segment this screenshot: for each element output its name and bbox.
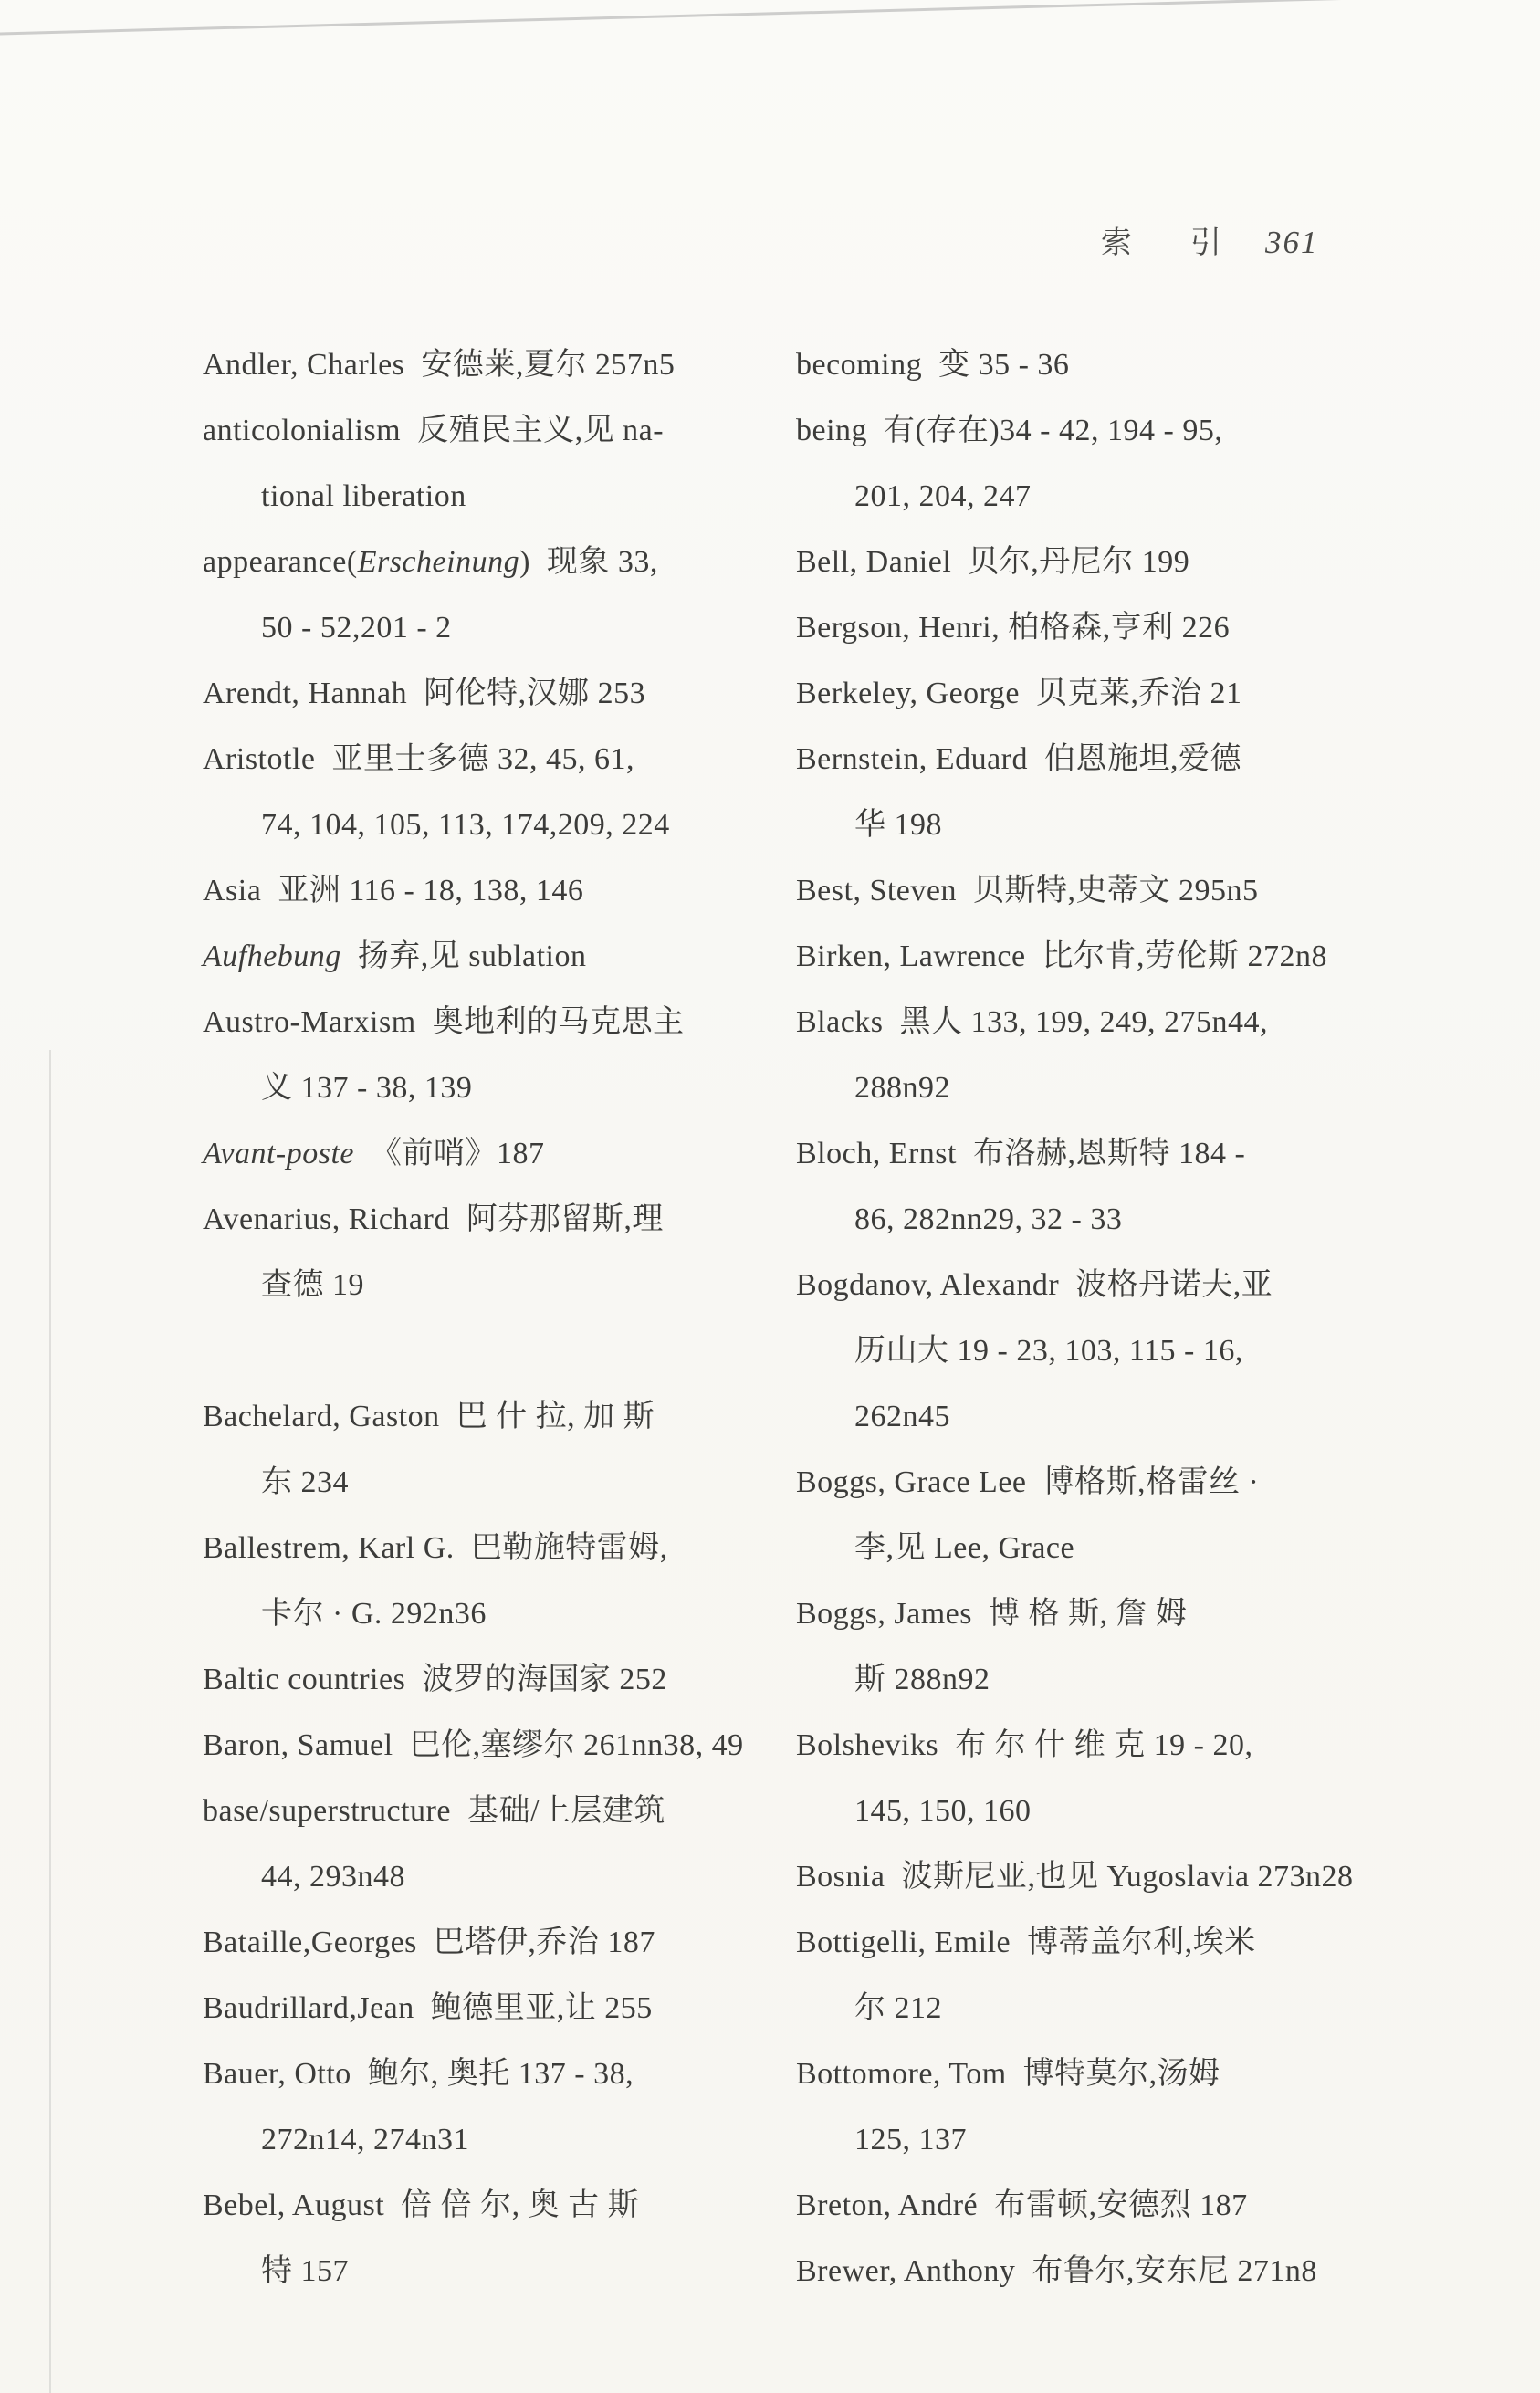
index-text: Blacks 黑人 133, 199, 249, 275n44, [796,1005,1269,1039]
index-line [796,2173,1399,2239]
index-line [796,1121,1399,1187]
index-text: Avenarius, Richard 阿芬那留斯,理 [203,1202,664,1236]
index-text: Austro-Marxism 奥地利的马克思主 [203,1005,685,1039]
index-line [203,1187,787,1253]
index-text: Bernstein, Eduard 伯恩施坦,爱德 [796,742,1241,776]
index-text: 44, 293n48 [261,1860,405,1894]
index-line [203,1910,787,1976]
index-line [796,1581,1399,1647]
index-text: 125, 137 [854,2123,967,2157]
index-text: 扬弃,见 sublation [340,939,587,973]
index-text: Bell, Daniel 贝尔,丹尼尔 199 [796,545,1190,579]
index-line [796,332,1399,398]
index-line [203,332,787,398]
header-title-char-1: 索 [1101,226,1132,260]
index-line [796,595,1399,661]
index-text: Arendt, Hannah 阿伦特,汉娜 253 [203,677,646,710]
index-text: 《前哨》187 [354,1137,545,1170]
index-line [796,1976,1399,2041]
index-line [203,2239,787,2304]
index-text: anticolonialism 反殖民主义,见 na- [203,414,665,447]
index-text: Brewer, Anthony 布鲁尔,安东尼 271n8 [796,2254,1317,2288]
index-line [796,1779,1399,1844]
index-line [203,398,787,464]
index-text: 262n45 [854,1400,950,1433]
index-line [203,464,787,530]
index-text: tional liberation [261,479,466,513]
index-line [203,1253,787,1318]
index-line [796,1450,1399,1516]
index-text: 义 137 - 38, 139 [261,1071,473,1105]
index-line [203,530,787,595]
index-line [796,661,1399,727]
index-text: Bachelard, Gaston 巴 什 拉, 加 斯 [203,1400,655,1433]
index-text: Boggs, James 博 格 斯, 詹 姆 [796,1597,1188,1631]
index-line [796,2041,1399,2107]
index-line [203,1055,787,1121]
index-text: Bosnia 波斯尼亚,也见 Yugoslavia 273n28 [796,1860,1354,1894]
index-text: 历山大 19 - 23, 103, 115 - 16, [854,1334,1243,1368]
index-line [203,1844,787,1910]
index-text: Bottigelli, Emile 博蒂盖尔利,埃米 [796,1926,1256,1959]
index-line [796,1910,1399,1976]
index-text: Bataille,Georges 巴塔伊,乔治 187 [203,1926,655,1959]
index-text: 86, 282nn29, 32 - 33 [854,1202,1123,1236]
index-text: Andler, Charles 安德莱,夏尔 257n5 [203,348,676,382]
index-column-left [203,332,787,2304]
index-text: Bauer, Otto 鲍尔, 奥托 137 - 38, [203,2057,634,2091]
index-text: Birken, Lawrence 比尔肯,劳伦斯 272n8 [796,939,1328,973]
index-text: Asia 亚洲 116 - 18, 138, 146 [203,874,584,908]
index-line [203,1121,787,1187]
index-line [796,1647,1399,1713]
index-text: Ballestrem, Karl G. 巴勒施特雷姆, [203,1531,668,1565]
index-line [203,1976,787,2041]
page-header [1101,217,1319,262]
index-text: Bergson, Henri, 柏格森,亨利 226 [796,611,1231,645]
index-text: 145, 150, 160 [854,1794,1032,1828]
page-number: 361 [1265,225,1319,260]
index-term-italic: Aufhebung [203,939,341,973]
index-line [203,792,787,858]
index-line [203,2107,787,2173]
index-text: ) 现象 33, [519,545,658,579]
index-text: appearance( [203,545,358,579]
scan-top-edge-artifact [0,0,1540,36]
index-line [796,990,1399,1055]
index-line [203,990,787,1055]
index-line [203,727,787,792]
index-line [796,2107,1399,2173]
index-text: 50 - 52,201 - 2 [261,611,452,645]
index-text: 华 198 [854,808,942,842]
index-text: being 有(存在)34 - 42, 194 - 95, [796,414,1223,447]
index-line [796,1318,1399,1384]
index-line [203,2041,787,2107]
index-text: 272n14, 274n31 [261,2123,469,2157]
index-line [203,924,787,990]
index-line [203,1647,787,1713]
index-text: 288n92 [854,1071,950,1105]
index-text: Berkeley, George 贝克莱,乔治 21 [796,677,1242,710]
index-line [796,727,1399,792]
index-line [796,398,1399,464]
index-line [796,1055,1399,1121]
index-text: Bogdanov, Alexandr 波格丹诺夫,亚 [796,1268,1273,1302]
index-line [203,858,787,924]
index-term-italic: Avant-poste [203,1137,355,1170]
index-text: 查德 19 [261,1268,364,1302]
index-line [796,1844,1399,1910]
index-line [203,1779,787,1844]
index-line [796,1187,1399,1253]
index-text: 卡尔 · G. 292n36 [261,1597,487,1631]
index-column-right [796,332,1399,2304]
index-line [203,1384,787,1450]
index-text: 74, 104, 105, 113, 174,209, 224 [261,808,670,842]
index-line [203,1581,787,1647]
index-line [203,1516,787,1581]
index-line [796,1384,1399,1450]
index-text: Bloch, Ernst 布洛赫,恩斯特 184 - [796,1137,1246,1170]
index-line [796,1516,1399,1581]
scan-left-edge-artifact [49,1050,51,2393]
index-text: Boggs, Grace Lee 博格斯,格雷丝 · [796,1465,1260,1499]
index-line [796,1713,1399,1779]
index-line [796,2239,1399,2304]
index-text: base/superstructure 基础/上层建筑 [203,1794,665,1828]
index-text: 东 234 [261,1465,349,1499]
index-term-italic: Erscheinung [357,545,520,579]
index-line [796,464,1399,530]
index-line [796,530,1399,595]
index-text: 李,见 Lee, Grace [854,1531,1075,1565]
index-text: Bebel, August 倍 倍 尔, 奥 古 斯 [203,2188,640,2222]
header-title-char-2: 引 [1190,226,1221,260]
index-text: 斯 288n92 [854,1663,990,1696]
index-text: 201, 204, 247 [854,479,1032,513]
blank-line [203,1318,787,1384]
index-line [203,1450,787,1516]
index-text: Baudrillard,Jean 鲍德里亚,让 255 [203,1991,653,2025]
index-line [203,2173,787,2239]
index-text: Breton, André 布雷顿,安德烈 187 [796,2188,1248,2222]
index-line [796,858,1399,924]
index-text: Baltic countries 波罗的海国家 252 [203,1663,667,1696]
index-text: Bottomore, Tom 博特莫尔,汤姆 [796,2057,1220,2091]
index-line [203,661,787,727]
index-line [796,792,1399,858]
index-text: Best, Steven 贝斯特,史蒂文 295n5 [796,874,1259,908]
index-line [203,1713,787,1779]
index-text: 特 157 [261,2254,349,2288]
index-line [796,1253,1399,1318]
index-text: 尔 212 [854,1991,942,2025]
index-text: Aristotle 亚里士多德 32, 45, 61, [203,742,634,776]
index-line [203,595,787,661]
index-text: becoming 变 35 - 36 [796,348,1070,382]
index-text: Bolsheviks 布 尔 什 维 克 19 - 20, [796,1728,1253,1762]
index-text: Baron, Samuel 巴伦,塞缪尔 261nn38, 49 [203,1728,744,1762]
index-line [796,924,1399,990]
